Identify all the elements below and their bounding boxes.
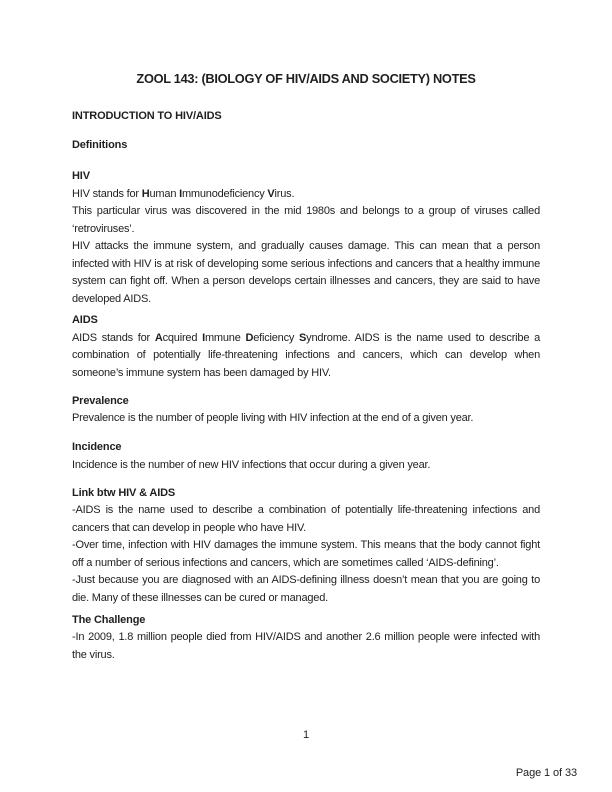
hiv-paragraph-discovery: This particular virus was discovered in the mid 1980s and belongs to a group of viruses called ‘retroviruses’.	[72, 205, 540, 235]
link-paragraph-2: -Over time, infection with HIV damages the immune system. This means that the body cannot fight off a number of serious infections and cancers, which are sometimes called ‘AIDS-defining’.	[72, 539, 540, 569]
aids-paragraph: AIDS stands for Acquired Immune Deficiency Syndrome. AIDS is the name used to describe a combination of potentially life-threatening infections and cancers, which can develop when someone’s immune system has been damaged by HIV.	[72, 331, 540, 379]
document-content	[72, 0, 540, 664]
hiv-paragraph-attacks: HIV attacks the immune system, and gradually causes damage. This can mean that a person infected with HIV is at risk of developing some serious infections and cancers that a healthy immune system can fight off. When a person develops certain illnesses and cancers, they are said to have developed AIDS.	[72, 240, 540, 305]
section-heading-hiv: HIV	[72, 170, 90, 182]
section-heading-introduction: INTRODUCTION TO HIV/AIDS	[72, 110, 222, 122]
page-number: 1	[302, 729, 310, 741]
section-heading-incidence: Incidence	[72, 441, 122, 453]
doc-title: ZOOL 143: (BIOLOGY OF HIV/AIDS AND SOCIETY) NOTES	[136, 71, 476, 86]
section-heading-prevalence: Prevalence	[72, 394, 129, 407]
challenge-paragraph: -In 2009, 1.8 million people died from HIV/AIDS and another 2.6 million people were infected with the virus.	[72, 631, 540, 661]
incidence-paragraph: Incidence is the number of new HIV infections that occur during a given year.	[72, 458, 431, 471]
link-paragraph-1: -AIDS is the name used to describe a combination of potentially life-threatening infections and cancers that can develop in people who have HIV.	[72, 504, 540, 534]
hiv-stands-for-line: HIV stands for Human Immunodeficiency Virus.	[72, 187, 295, 200]
section-heading-challenge: The Challenge	[72, 613, 146, 626]
link-paragraph-3: -Just because you are diagnosed with an AIDS-defining illness doesn’t mean that you are going to die. Many of these illnesses can be cured or managed.	[72, 574, 540, 604]
section-heading-aids: AIDS	[72, 314, 98, 326]
footer-page-label: Page 1 of 33	[515, 767, 577, 779]
prevalence-paragraph: Prevalence is the number of people living with HIV infection at the end of a given year.	[72, 412, 474, 424]
section-heading-link-hiv-aids: Link btw HIV & AIDS	[72, 486, 176, 499]
section-heading-definitions: Definitions	[72, 139, 128, 151]
